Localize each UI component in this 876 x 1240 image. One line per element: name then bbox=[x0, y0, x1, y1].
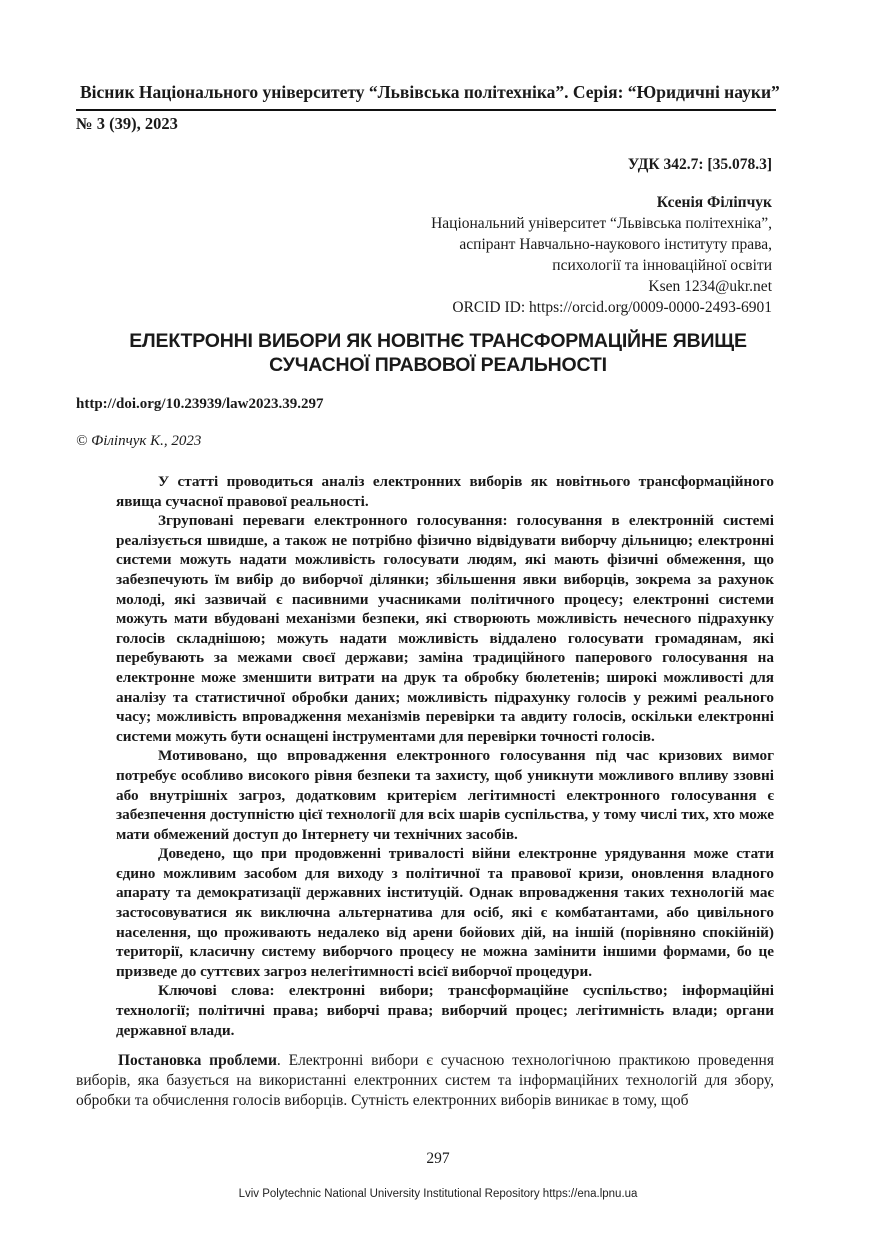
page-number: 297 bbox=[426, 1150, 450, 1167]
author-block bbox=[431, 192, 772, 318]
body-text bbox=[76, 1051, 774, 1111]
udk-code: УДК 342.7: [35.078.3] bbox=[627, 156, 772, 173]
author-name: Ксенія Філіпчук bbox=[656, 194, 772, 211]
doi-link[interactable]: http://doi.org/10.23939/law2023.39.297 bbox=[76, 396, 324, 412]
abstract-paragraph: Доведено, що при продовженні тривалості війни електронне урядування може стати єдино можливим засобом для виходу з політичної та правової кризи, оновлення владного апарату та демократизації державних інституцій. Однак впровадження таких технологій має застосовуватися як виключна альтернатива для осіб, які є комбатантами, або цивільного населення, що проживають недалеко від арени бойових дій, на іншій (порівняно спокійній) території, класичну систему виборчого процесу не можна замінити іншими формами, бо це призведе до суттєвих загроз нелегітимності всієї виборчої процедури. bbox=[116, 845, 774, 980]
author-email[interactable]: Ksen 1234@ukr.net bbox=[648, 278, 772, 295]
repository-footer[interactable]: Lviv Polytechnic National University Institutional Repository https://ena.lpnu.ua bbox=[238, 1188, 638, 1200]
author-affiliation-line: психології та інноваційної освіти bbox=[552, 257, 772, 274]
journal-title: Вісник Національного університету “Львівська політехніка”. Серія: “Юридичні науки” bbox=[80, 82, 780, 102]
abstract-paragraph: Мотивовано, що впровадження електронного голосування під час кризових вимог потребує особливо високого рівня безпеки та захисту, щоб уникнути можливого впливу ззовні або внутрішніх загроз, додатковим критерієм легітимності електронного голосування є забезпечення доступністю цієї технології для всіх шарів суспільства, у тому числі тих, хто може мати обмежений доступ до Інтернету чи технічних засобів. bbox=[116, 747, 774, 843]
header-divider bbox=[76, 109, 776, 111]
section-lead: Постановка проблеми bbox=[118, 1052, 277, 1069]
author-affiliation-line: Національний університет “Львівська політехніка”, bbox=[431, 215, 772, 232]
author-affiliation-line: аспірант Навчально-наукового інституту права, bbox=[459, 236, 772, 253]
abstract-paragraph: Згруповані переваги електронного голосування: голосування в електронній системі реалізується швидше, а також не потрібно фізично відвідувати виборчу дільницю; електронні системи можуть надати можливість голосувати людям, які мають фізичні обмеження, що забезпечують їм вибір до виборчої ділянки; збільшення явки виборців, зокрема за рахунок молоді, які зазвичай є пасивними учасниками політичного процесу; електронні системи можуть мати вбудовані механізми безпеки, які створюють можливість нечесного підрахунку голосів складнішою; можуть надати можливість віддалено голосувати громадянам, які перебувають за межами своєї держави; заміна традиційного паперового голосування на електронне може зменшити витрати на друк та обробку бюлетенів; широкі можливості для аналізу та статистичної обробки даних; можливість підрахунку голосів у режимі реального часу; можливість впровадження механізмів перевірки та авдиту голосів, оскільки електронні системи можуть бути оснащені інструментами для перевірки точності голосів. bbox=[116, 512, 774, 745]
article-title-line: ЕЛЕКТРОННІ ВИБОРИ ЯК НОВІТНЄ ТРАНСФОРМАЦІЙНЕ ЯВИЩЕ bbox=[129, 330, 747, 352]
author-orcid[interactable]: ORCID ID: https://orcid.org/0009-0000-2493-6901 bbox=[452, 299, 772, 316]
article-title-line: СУЧАСНОЇ ПРАВОВОЇ РЕАЛЬНОСТІ bbox=[269, 354, 607, 376]
keywords-paragraph: Ключові слова: електронні вибори; трансформаційне суспільство; інформаційні технології; політичні права; виборчі права; виборчий процес; легітимність влади; органи державної влади. bbox=[116, 982, 774, 1039]
issue-number: № 3 (39), 2023 bbox=[76, 114, 178, 133]
abstract bbox=[116, 472, 774, 1040]
abstract-paragraph: У статті проводиться аналіз електронних виборів як новітнього трансформаційного явища сучасної правової реальності. bbox=[116, 473, 774, 510]
body-paragraph-text: . Електронні вибори є сучасною технологічною практикою проведення виборів, яка базується на використанні електронних систем та інформаційних технологій для збору, обробки та обчислення голосів виборців. Сутність електронних виборів виникає в тому, щоб bbox=[76, 1052, 774, 1109]
body-paragraph bbox=[76, 1051, 774, 1111]
article-title bbox=[60, 329, 816, 377]
copyright-notice: © Філіпчук К., 2023 bbox=[76, 433, 202, 449]
